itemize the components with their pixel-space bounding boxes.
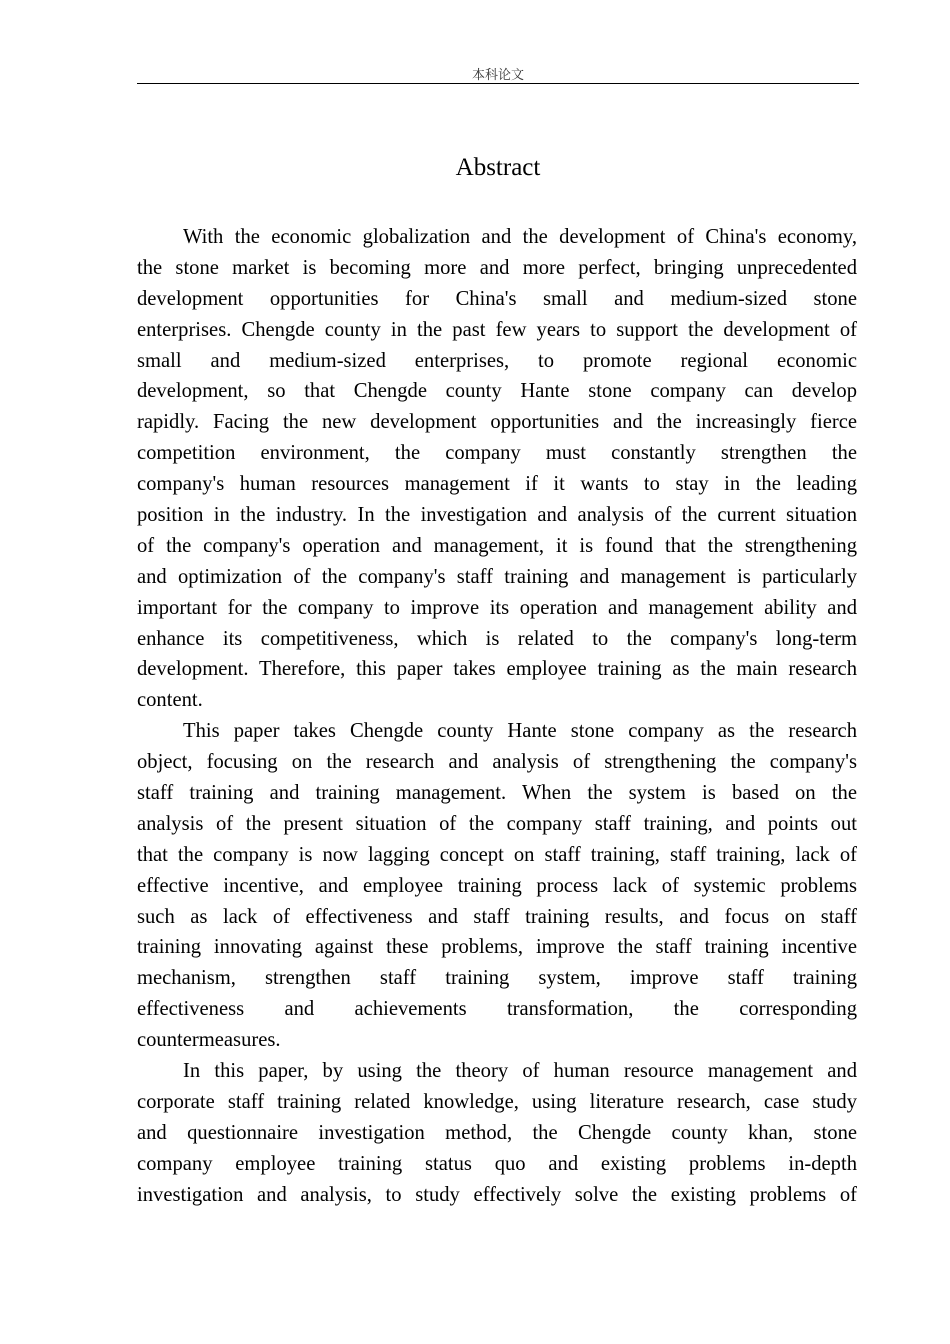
text-line: of the company's operation and management, it is found that the strengthening [137, 534, 857, 557]
text-line: important for the company to improve its operation and management ability and [137, 596, 857, 619]
text-line: This paper takes Chengde county Hante stone company as the research [183, 720, 857, 743]
text-line: effective incentive, and employee training process lack of systemic problems [137, 874, 857, 897]
text-line: such as lack of effectiveness and staff training results, and focus on staff [137, 905, 857, 928]
text-line: company's human resources management if it wants to stay in the leading [137, 473, 857, 496]
text-line: the stone market is becoming more and more perfect, bringing unprecedented [137, 256, 857, 279]
text-line: development, so that Chengde county Hante stone company can develop [137, 380, 857, 403]
text-line: development opportunities for China's small and medium-sized stone [137, 287, 857, 310]
text-line: and questionnaire investigation method, the Chengde county khan, stone [137, 1121, 857, 1144]
text-line: and optimization of the company's staff training and management is particularly [137, 565, 857, 588]
text-line: company employee training status quo and existing problems in-depth [137, 1152, 857, 1175]
paragraph [137, 222, 857, 716]
text-line: In this paper, by using the theory of human resource management and [183, 1060, 857, 1083]
page-header: 本科论文 [471, 68, 524, 83]
paragraph [137, 1056, 857, 1210]
text-line: that the company is now lagging concept on staff training, staff training, lack of [137, 843, 857, 866]
text-line: effectiveness and achievements transformation, the corresponding [137, 998, 857, 1021]
paragraph [137, 716, 857, 1056]
text-line: corporate staff training related knowledge, using literature research, case study [137, 1090, 857, 1113]
header-rule [137, 83, 859, 84]
text-line: investigation and analysis, to study effectively solve the existing problems of [137, 1183, 857, 1206]
text-line: enterprises. Chengde county in the past few years to support the development of [137, 318, 857, 341]
text-line: object, focusing on the research and analysis of strengthening the company's [137, 751, 857, 774]
text-line: training innovating against these problems, improve the staff training incentive [137, 936, 857, 959]
text-line: small and medium-sized enterprises, to promote regional economic [137, 349, 857, 372]
text-line: analysis of the present situation of the company staff training, and points out [137, 812, 857, 835]
text-line: content. [137, 689, 203, 712]
text-line: development. Therefore, this paper takes employee training as the main research [137, 658, 857, 681]
text-line: rapidly. Facing the new development opportunities and the increasingly fierce [137, 411, 857, 434]
text-line: mechanism, strengthen staff training system, improve staff training [137, 967, 857, 990]
text-line: competition environment, the company must constantly strengthen the [137, 442, 857, 465]
abstract-title: Abstract [455, 154, 541, 181]
text-line: staff training and training management. When the system is based on the [137, 782, 857, 805]
abstract-body [137, 222, 857, 1211]
text-line: countermeasures. [137, 1029, 281, 1052]
text-line: enhance its competitiveness, which is related to the company's long-term [137, 627, 857, 650]
text-line: position in the industry. In the investigation and analysis of the current situation [137, 504, 857, 527]
text-line: With the economic globalization and the development of China's economy, [183, 226, 857, 248]
